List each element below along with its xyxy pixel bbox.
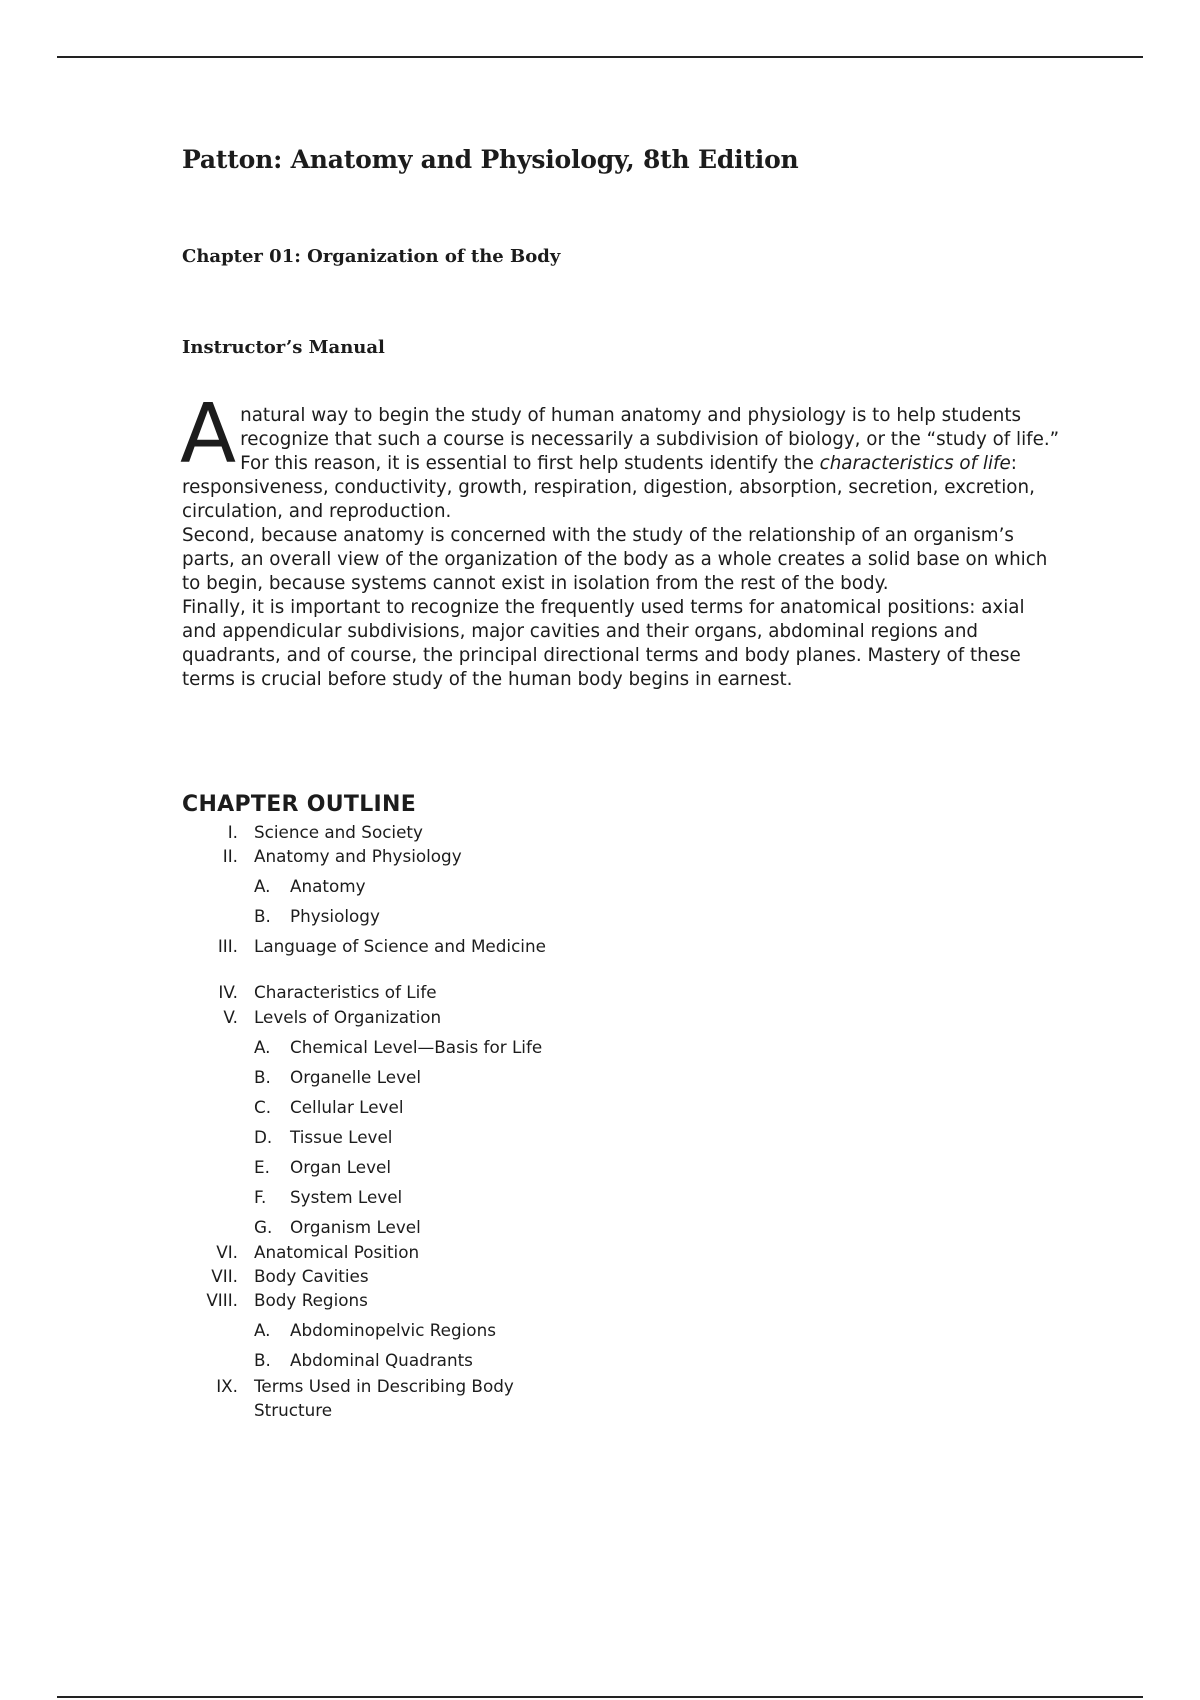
outline-text: Body Cavities	[254, 1266, 369, 1286]
drop-cap: A	[180, 387, 237, 482]
outline-text: Physiology	[290, 906, 380, 926]
outline-number: VI.	[216, 1242, 238, 1262]
outline-number: G.	[254, 1217, 273, 1237]
outline-text: Terms Used in Describing Body	[254, 1376, 514, 1396]
intro-paragraph-2: Second, because anatomy is concerned with the study of the relationship of an organism’s parts, an overall view of the organization of the body as a whole creates a solid base on which to begin, because systems cannot exist in isolation from the rest of the body.	[182, 525, 1048, 594]
outline-text: Organ Level	[290, 1157, 392, 1177]
intro-paragraph-1	[180, 387, 1062, 524]
intro-text	[180, 387, 1062, 692]
outline-text: Anatomy	[290, 876, 366, 896]
outline-number: C.	[254, 1097, 272, 1117]
outline-number: D.	[254, 1127, 273, 1147]
manual-title: Instructor’s Manual	[182, 337, 385, 358]
outline-text: Organism Level	[290, 1217, 421, 1237]
chapter-title: Chapter 01: Organization of the Body	[182, 246, 561, 267]
outline-text: Cellular Level	[290, 1097, 404, 1117]
outline-number: E.	[254, 1157, 270, 1177]
intro-paragraph-3: Finally, it is important to recognize the frequently used terms for anatomical positions: axial and appendicular subdivisions, major cavities and their organs, abdominal regions and quadrants, and of course, the principal directional terms and body planes. Mastery of these terms is crucial before study of the human body begins in earnest.	[182, 597, 1025, 690]
outline-number: B.	[254, 1067, 271, 1087]
outline-number: VIII.	[206, 1290, 238, 1310]
intro-p1-text: natural way to begin the study of human anatomy and physiology is to help students recognize that such a course is necessarily a subdivision of biology, or the “study of life.” For this reason, it is essential to first help students identify the	[240, 405, 1060, 474]
outline-number: V.	[223, 1007, 238, 1027]
outline-number: IX.	[216, 1376, 238, 1396]
outline-heading: CHAPTER OUTLINE	[182, 792, 417, 817]
outline-number: A.	[254, 1037, 271, 1057]
intro-p1-emphasis: characteristics of life	[819, 453, 1011, 474]
outline-text: Organelle Level	[290, 1067, 421, 1087]
outline-number: F.	[254, 1187, 267, 1207]
top-rule	[57, 56, 1143, 58]
outline-number: IV.	[218, 982, 238, 1002]
outline-number: VII.	[211, 1266, 238, 1286]
outline-text: Anatomy and Physiology	[254, 846, 462, 866]
outline-number: A.	[254, 1320, 271, 1340]
outline-text: Anatomical Position	[254, 1242, 420, 1262]
outline-text: Structure	[254, 1400, 333, 1420]
outline-number: B.	[254, 906, 271, 926]
outline-number: B.	[254, 1350, 271, 1370]
outline-text: System Level	[290, 1187, 403, 1207]
outline-text: Body Regions	[254, 1290, 368, 1310]
outline-text: Tissue Level	[290, 1127, 393, 1147]
outline-text: Abdominopelvic Regions	[290, 1320, 496, 1340]
outline-text: Chemical Level—Basis for Life	[290, 1037, 543, 1057]
outline-number: A.	[254, 876, 271, 896]
book-title: Patton: Anatomy and Physiology, 8th Edition	[182, 145, 799, 174]
outline-text: Science and Society	[254, 822, 423, 842]
outline-number: II.	[222, 846, 238, 866]
bottom-rule	[57, 1696, 1143, 1698]
outline-text: Abdominal Quadrants	[290, 1350, 473, 1370]
outline-text: Levels of Organization	[254, 1007, 442, 1027]
intro-p1-tail: : responsiveness, conductivity, growth, respiration, digestion, absorption, secretion, excretion, circulation, and reproduction.	[182, 453, 1035, 522]
outline-number: III.	[217, 936, 238, 956]
outline-number: I.	[227, 822, 238, 842]
outline-text: Characteristics of Life	[254, 982, 437, 1002]
outline-text: Language of Science and Medicine	[254, 936, 546, 956]
